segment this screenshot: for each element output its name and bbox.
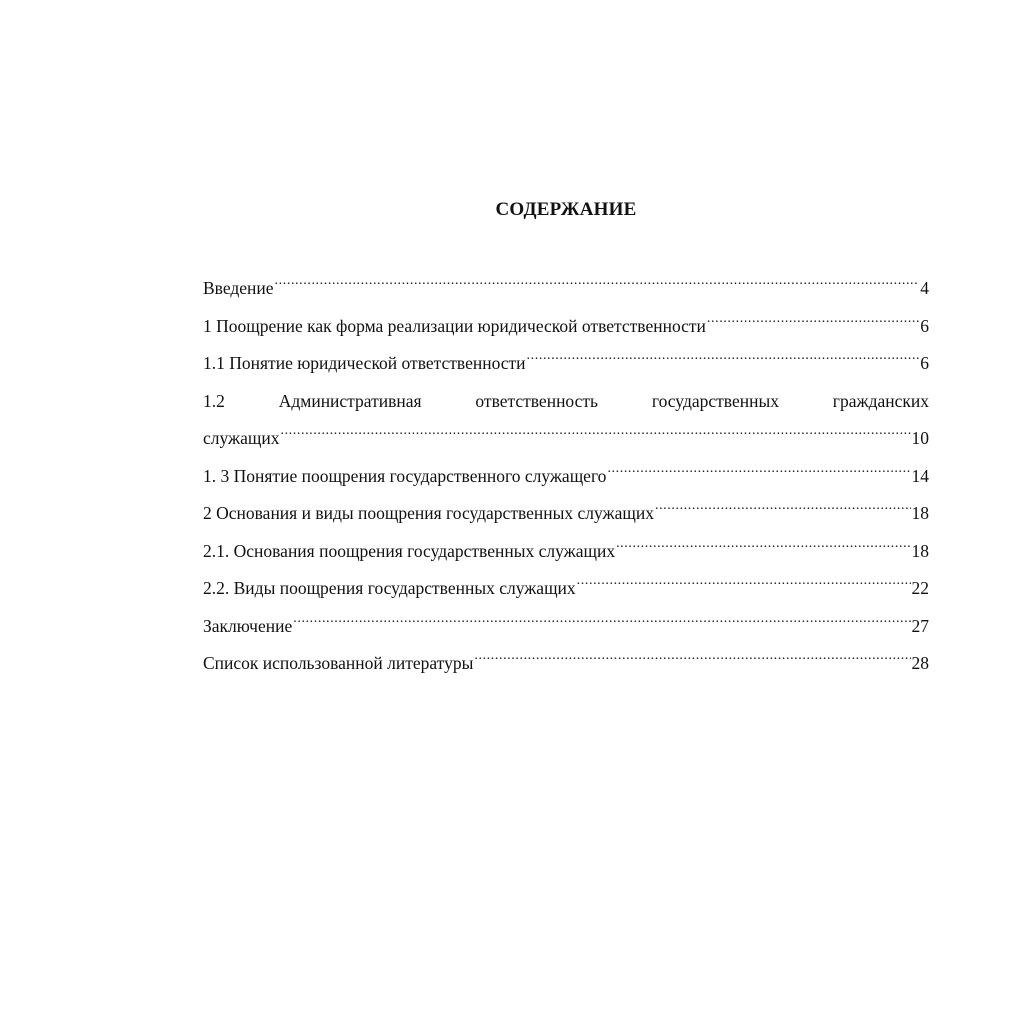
toc-entry-label: Список использованной литературы <box>203 653 474 673</box>
toc-entry-section-1-3[interactable] <box>203 463 929 501</box>
toc-entry-label: 2 Основания и виды поощрения государственных служащих <box>203 503 654 523</box>
toc-entry-introduction[interactable] <box>203 275 929 313</box>
toc-page-number: 14 <box>911 465 929 486</box>
toc-page-number: 22 <box>911 578 929 598</box>
toc-entry-label: Введение <box>203 278 274 298</box>
toc-page-number: 6 <box>920 315 929 336</box>
toc-page-number: 10 <box>911 428 929 448</box>
dot-leader <box>293 614 910 632</box>
dot-leader <box>616 539 910 557</box>
toc-entry-label: Заключение <box>203 615 293 636</box>
dot-leader <box>607 464 910 482</box>
toc-entry-label: 1.1 Понятие юридической ответственности <box>203 353 526 373</box>
toc-entry-section-2-1[interactable] <box>203 538 929 576</box>
toc-page-number: 18 <box>911 540 929 561</box>
toc-entry-label: 2.2. Виды поощрения государственных служащих <box>203 578 576 598</box>
toc-entry-chapter-1[interactable] <box>203 313 929 351</box>
toc-entry-section-2-2[interactable] <box>203 575 929 613</box>
toc-page-number: 18 <box>911 503 929 523</box>
toc-title: СОДЕРЖАНИЕ <box>495 199 637 220</box>
toc-entry-section-1-2-continued[interactable] <box>203 425 929 463</box>
toc-page-number: 27 <box>911 615 929 636</box>
dot-leader <box>655 501 911 519</box>
dot-leader <box>707 314 919 332</box>
dot-leader <box>527 351 920 369</box>
toc-entry-label: 2.1. Основания поощрения государственных служащих <box>203 540 616 561</box>
toc-entry-conclusion[interactable] <box>203 613 929 651</box>
table-of-contents <box>203 275 929 688</box>
toc-page-number: 6 <box>920 353 929 373</box>
toc-entry-section-1-2[interactable] <box>203 388 929 426</box>
toc-entry-section-1-1[interactable] <box>203 350 929 388</box>
toc-entry-references[interactable] <box>203 650 929 688</box>
toc-entry-label: 1 Поощрение как форма реализации юридической ответственности <box>203 315 706 336</box>
dot-leader <box>275 276 920 294</box>
toc-entry-label: служащих <box>203 428 280 448</box>
dot-leader <box>577 576 911 594</box>
toc-entry-label: 1.2 Административная ответственность государственных гражданских <box>203 390 929 411</box>
dot-leader <box>280 426 910 444</box>
toc-page-number: 4 <box>920 278 929 298</box>
toc-entry-chapter-2[interactable] <box>203 500 929 538</box>
dot-leader <box>474 651 910 669</box>
toc-page-number: 28 <box>911 653 929 673</box>
toc-entry-label: 1. 3 Понятие поощрения государственного служащего <box>203 465 607 486</box>
